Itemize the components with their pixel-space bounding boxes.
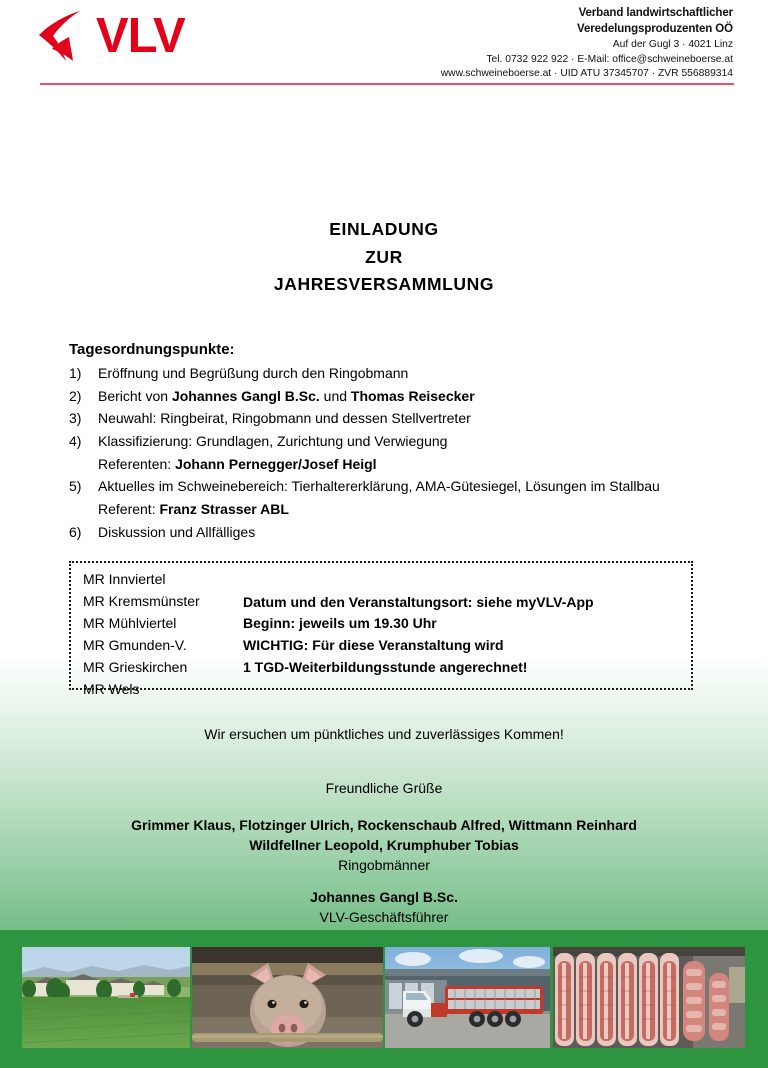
agenda-section	[69, 341, 729, 543]
agenda-item-text-3	[98, 407, 729, 430]
photo-pig	[192, 947, 383, 1048]
contact-details	[441, 38, 733, 82]
agenda-item-number-1: 1)	[69, 365, 82, 381]
organization-name	[577, 5, 733, 38]
mr-branch-item-1: MR Innviertel	[83, 571, 166, 587]
event-detail-list	[243, 569, 691, 700]
agenda-item-number-3: 3)	[69, 410, 82, 427]
agenda-item-text-1	[98, 362, 729, 385]
title-line-3: JAHRESVERSAMMLUNG	[273, 274, 495, 295]
agenda-item-2	[69, 385, 729, 408]
event-detail-line-2: Beginn: jeweils um 19.30 Uhr	[243, 615, 437, 632]
event-info-box	[69, 561, 693, 697]
agenda-item-4-text-part-0: Klassifizierung: Grundlagen, Zurichtung und Verwiegung	[98, 433, 448, 450]
agenda-item-3-text-part-0: Neuwahl: Ringbeirat, Ringobmann und dessen Stellvertreter	[98, 410, 471, 427]
agenda-item-speaker-5	[98, 498, 729, 521]
agenda-item-text-6	[98, 521, 729, 544]
event-detail-line-1: Datum und den Veranstaltungsort: siehe myVLV-App	[243, 593, 594, 610]
signers-line-2: Wildfellner Leopold, Krumphuber Tobias	[249, 836, 519, 853]
director-role: VLV-Geschäftsführer	[319, 908, 449, 925]
agenda-item-1-text-part-0: Eröffnung und Begrüßung durch den Ringobmann	[98, 365, 409, 381]
vlv-logo-text: VLV	[96, 8, 185, 63]
agenda-item-number-4: 4)	[69, 433, 82, 450]
agenda-item-5	[69, 475, 729, 498]
document-header	[0, 0, 768, 92]
vlv-logo	[36, 8, 185, 64]
mr-branch-item-4: MR Gmunden-V.	[83, 636, 187, 653]
agenda-item-text-4	[98, 430, 729, 453]
agenda-item-6	[69, 521, 729, 544]
agenda-item-5-text-part-0: Aktuelles im Schweinebereich: Tierhaltererklärung, AMA-Gütesiegel, Lösungen im Stallbau	[98, 478, 660, 495]
agenda-item-5-speaker-part-1: Franz Strasser ABL	[159, 501, 289, 518]
org-name-line-1: Verband landwirtschaftlicher	[578, 7, 733, 19]
title-line-2: ZUR	[365, 246, 403, 267]
org-name-line-2: Veredelungsproduzenten OÖ	[577, 23, 733, 36]
agenda-item-4-speaker-part-0: Referenten:	[98, 455, 176, 472]
header-divider	[40, 83, 734, 85]
vlv-arrow-logo-icon	[36, 10, 90, 62]
agenda-item-number-5: 5)	[69, 478, 82, 495]
signers-role: Ringobmänner	[338, 856, 430, 873]
agenda-item-2-text-part-0: Bericht von	[98, 387, 172, 404]
agenda-item-1	[69, 362, 729, 385]
signers-line-1: Grimmer Klaus, Flotzinger Ulrich, Rockenschaub Alfred, Wittmann Reinhard	[131, 817, 637, 833]
photo-farm-landscape	[22, 947, 190, 1048]
agenda-item-5-speaker-part-0: Referent:	[98, 501, 160, 518]
agenda-item-speaker-4	[98, 453, 729, 476]
mr-branch-item-3: MR Mühlviertel	[83, 614, 177, 631]
agenda-item-text-5	[98, 475, 729, 498]
director-name: Johannes Gangl B.Sc.	[310, 889, 458, 905]
contact-phone-email: Tel. 0732 922 922 · E-Mail: office@schweineboerse.at	[486, 53, 733, 65]
photo-pork-carcasses	[553, 947, 745, 1048]
agenda-item-2-text-part-2: und	[319, 387, 351, 404]
agenda-item-number-6: 6)	[69, 523, 82, 540]
greeting-text: Freundliche Grüße	[325, 780, 443, 796]
agenda-list	[69, 362, 729, 543]
agenda-item-3	[69, 407, 729, 430]
photo-livestock-truck	[385, 947, 550, 1048]
title-line-1: EINLADUNG	[329, 219, 439, 239]
agenda-item-6-text-part-0: Diskussion und Allfälliges	[98, 523, 256, 540]
mr-branch-item-5: MR Grieskirchen	[83, 658, 188, 675]
agenda-item-number-2: 2)	[69, 387, 82, 404]
contact-address: Auf der Gugl 3 · 4021 Linz	[612, 39, 733, 50]
agenda-item-4-speaker-part-1: Johann Pernegger/Josef Heigl	[175, 455, 377, 472]
agenda-item-4	[69, 430, 729, 453]
director-block	[0, 888, 768, 928]
mr-branch-item-6: MR Wels	[83, 680, 140, 697]
agenda-item-text-2	[98, 385, 729, 408]
agenda-item-2-text-part-1: Johannes Gangl B.Sc.	[171, 387, 320, 404]
mr-branch-item-2: MR Kremsmünster	[83, 592, 200, 609]
page-title	[0, 216, 768, 299]
agenda-item-2-text-part-3: Thomas Reisecker	[350, 387, 475, 404]
signers-block	[0, 816, 768, 876]
photo-strip	[0, 930, 768, 1068]
event-detail-line-3: WICHTIG: Für diese Veranstaltung wird	[243, 637, 504, 654]
agenda-heading: Tagesordnungspunkte:	[69, 341, 235, 358]
mr-branch-list	[83, 569, 243, 700]
contact-web-ids: www.schweineboerse.at · UID ATU 37345707 · ZVR 556889314	[440, 68, 733, 80]
event-detail-line-4: 1 TGD-Weiterbildungsstunde angerechnet!	[243, 659, 528, 676]
punctuality-note: Wir ersuchen um pünktliches und zuverlässiges Kommen!	[204, 726, 564, 742]
